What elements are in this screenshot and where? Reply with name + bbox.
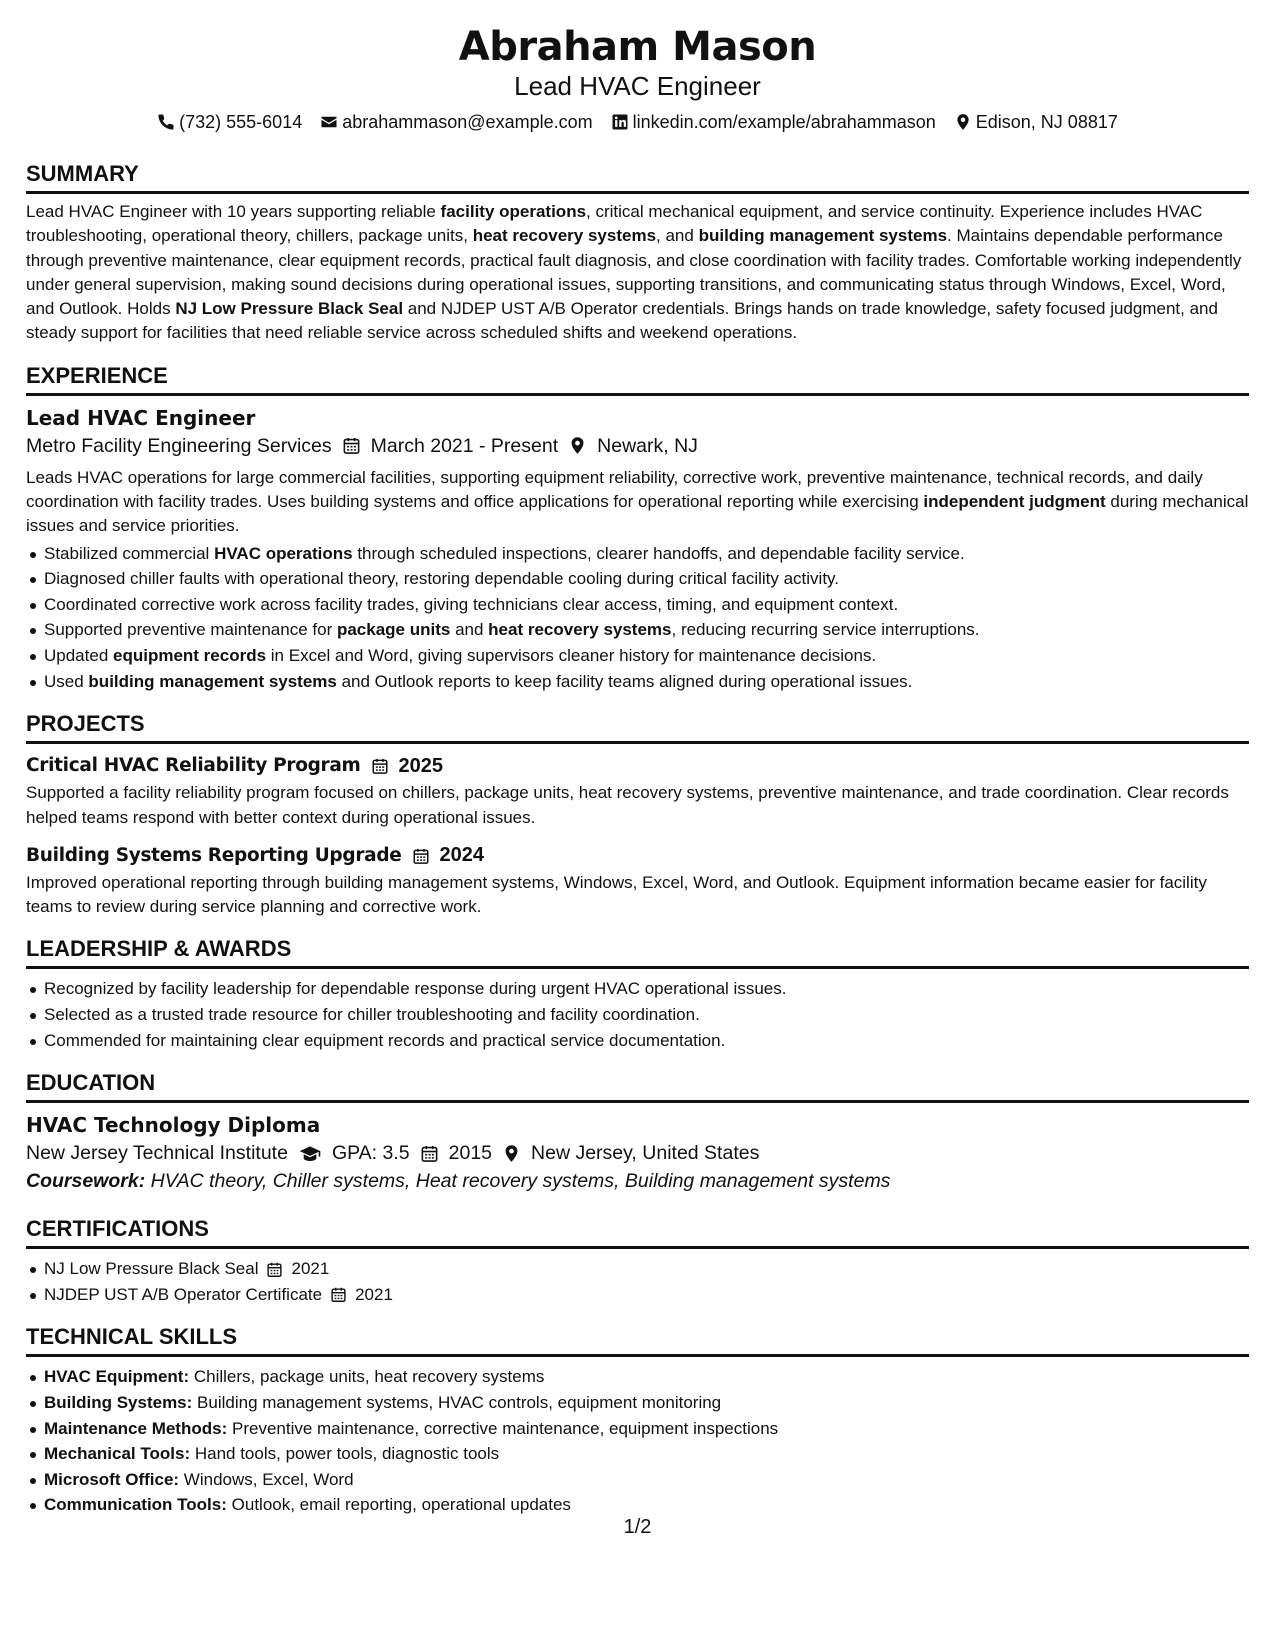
- job-location: Newark, NJ: [597, 434, 698, 457]
- education-coursework: [26, 1167, 1249, 1195]
- skill-item: [26, 1467, 1249, 1493]
- summary-highlight: heat recovery systems: [472, 226, 657, 246]
- coursework-text: HVAC theory, Chiller systems, Heat recovery systems, Building management systems: [150, 1170, 891, 1193]
- calendar-icon: [342, 436, 361, 455]
- contact-phone: [157, 110, 302, 134]
- leadership-list: [26, 976, 1249, 1053]
- contact-email[interactable]: [320, 110, 592, 134]
- certification-list: [26, 1256, 1249, 1307]
- skill-item: [26, 1390, 1249, 1416]
- skill-value: Chillers, package units, heat recovery systems: [193, 1367, 545, 1387]
- section-heading-summary: SUMMARY: [26, 160, 1249, 194]
- skill-label: Building Systems:: [44, 1392, 193, 1412]
- envelope-icon: [320, 113, 338, 131]
- summary-highlight: building management systems: [698, 226, 948, 246]
- education-school: New Jersey Technical Institute: [26, 1142, 288, 1165]
- phone-icon: [157, 113, 175, 131]
- bullet-text: Supported preventive maintenance for: [44, 620, 337, 640]
- bullet-text: Stabilized commercial: [44, 543, 215, 563]
- contact-linkedin[interactable]: [611, 110, 936, 134]
- contact-bar: [26, 110, 1249, 134]
- skill-value: Preventive maintenance, corrective maintenance, equipment inspections: [231, 1418, 779, 1438]
- project-description: Improved operational reporting through building management systems, Windows, Excel, Word, and Outlook. Equipment information became easier for facility teams to review during service planning and corrective work.: [26, 872, 1207, 917]
- certification-year: 2021: [291, 1259, 330, 1279]
- linkedin-icon: [611, 113, 629, 131]
- leadership-item: Recognized by facility leadership for dependable response during urgent HVAC operational issues.: [26, 976, 1249, 1002]
- summary-highlight: NJ Low Pressure Black Seal: [175, 299, 404, 319]
- education-location: New Jersey, United States: [531, 1142, 760, 1165]
- certification-item: [26, 1282, 1249, 1308]
- bullet-highlight: heat recovery systems: [488, 620, 672, 640]
- bullet-highlight: building management systems: [88, 671, 337, 691]
- job-bullet: [26, 541, 1249, 567]
- bullet-text: through scheduled inspections, clearer handoffs, and dependable facility service.: [352, 543, 965, 563]
- bullet-text: Used: [44, 671, 89, 691]
- calendar-icon: [371, 757, 389, 775]
- skills-list: [26, 1364, 1249, 1518]
- certification-item: [26, 1256, 1249, 1282]
- summary-part: Lead HVAC Engineer with 10 years supporting reliable: [26, 202, 441, 221]
- bullet-text: Diagnosed chiller faults with operational theory, restoring dependable cooling during critical facility activity.: [44, 569, 840, 589]
- skill-value: Building management systems, HVAC controls, equipment monitoring: [197, 1392, 722, 1412]
- bullet-highlight: package units: [336, 620, 451, 640]
- job-bullet: [26, 643, 1249, 669]
- skill-item: [26, 1492, 1249, 1518]
- project-year: 2024: [439, 844, 485, 867]
- skill-item: [26, 1364, 1249, 1390]
- calendar-icon: [330, 1286, 347, 1303]
- job-bullet: [26, 592, 1249, 618]
- job-title: Lead HVAC Engineer: [26, 405, 256, 430]
- job-desc-part: during mechanical issues and service priorities.: [26, 492, 1249, 536]
- education-gpa: GPA: 3.5: [331, 1142, 410, 1165]
- certification-year: 2021: [355, 1284, 393, 1304]
- map-marker-icon: [568, 436, 587, 455]
- location-text: Edison, NJ 08817: [975, 112, 1118, 132]
- bullet-text: in Excel and Word, giving supervisors cleaner history for maintenance decisions.: [266, 646, 877, 666]
- job-desc-highlight: independent judgment: [923, 492, 1106, 512]
- email-text: abrahammason@example.com: [342, 112, 593, 132]
- bullet-highlight: HVAC operations: [214, 543, 353, 563]
- project-header: [26, 752, 1249, 780]
- certification-row: [44, 1282, 1249, 1308]
- bullet-text: Coordinated corrective work across facility trades, giving technicians clear access, timing, and equipment context.: [44, 594, 899, 614]
- education-year: 2015: [448, 1142, 493, 1165]
- resume-page: [26, 24, 1249, 1518]
- phone-text: (732) 555-6014: [179, 112, 303, 132]
- graduation-cap-icon: [298, 1144, 322, 1163]
- bullet-highlight: equipment records: [113, 646, 267, 666]
- summary-highlight: facility operations: [440, 202, 587, 221]
- bullet-text: and: [450, 620, 489, 640]
- certification-row: [44, 1256, 1249, 1282]
- candidate-name: Abraham Mason: [458, 24, 817, 70]
- project-year: 2025: [398, 754, 444, 777]
- job-description: [26, 466, 1249, 539]
- certification-name: NJDEP UST A/B Operator Certificate: [44, 1284, 323, 1304]
- calendar-icon: [412, 847, 430, 865]
- job-bullets: [26, 541, 1249, 695]
- job-bullet: [26, 617, 1249, 643]
- map-marker-icon: [954, 113, 972, 131]
- summary-part: and NJDEP UST A/B Operator credentials. Brings hands on trade knowledge, safety focused judgment, and steady support for facilities that need reliable service across scheduled shifts and weekend operations.: [26, 299, 1218, 343]
- summary-text: [26, 200, 1249, 346]
- bullet-text: Updated: [44, 646, 113, 666]
- project-title: Critical HVAC Reliability Program: [26, 755, 361, 777]
- leadership-item: Selected as a trusted trade resource for chiller troubleshooting and facility coordination.: [26, 1002, 1249, 1028]
- job-meta: [26, 432, 1249, 460]
- section-heading-skills: TECHNICAL SKILLS: [26, 1323, 1249, 1357]
- summary-part: , critical mechanical equipment, and service continuity. Experience includes HVAC troubleshooting, operational theory, chillers, package units,: [26, 202, 1203, 246]
- page-number: 1/2: [623, 1516, 652, 1538]
- section-heading-certifications: CERTIFICATIONS: [26, 1215, 1249, 1249]
- skill-value: Hand tools, power tools, diagnostic tools: [194, 1444, 500, 1464]
- job-bullet: [26, 566, 1249, 592]
- job-desc-part: Leads HVAC operations for large commercial facilities, supporting equipment reliability, corrective work, preventive maintenance, technical records, and daily coordination with facility trades. Uses building systems and office applications for operational reporting while exercising: [26, 467, 1203, 512]
- map-marker-icon: [502, 1144, 521, 1163]
- skill-item: [26, 1441, 1249, 1467]
- job-bullet: [26, 669, 1249, 695]
- contact-location: [954, 110, 1118, 134]
- summary-part: , and: [656, 226, 699, 246]
- linkedin-text: linkedin.com/example/abrahammason: [632, 112, 936, 132]
- job-company: Metro Facility Engineering Services: [26, 434, 332, 457]
- skill-value: Outlook, email reporting, operational updates: [231, 1495, 571, 1515]
- bullet-text: , reducing recurring service interruptions.: [671, 620, 980, 640]
- section-heading-education: EDUCATION: [26, 1069, 1249, 1103]
- job-dates: March 2021 - Present: [370, 434, 559, 457]
- skill-item: [26, 1416, 1249, 1442]
- skill-label: Mechanical Tools:: [44, 1444, 191, 1464]
- education-degree: HVAC Technology Diploma: [26, 1113, 321, 1138]
- leadership-item: Commended for maintaining clear equipment records and practical service documentation.: [26, 1028, 1249, 1054]
- calendar-icon: [420, 1144, 439, 1163]
- project-title: Building Systems Reporting Upgrade: [26, 844, 402, 866]
- skill-value: Windows, Excel, Word: [183, 1469, 354, 1489]
- certification-name: NJ Low Pressure Black Seal: [44, 1259, 259, 1279]
- section-heading-leadership: LEADERSHIP & AWARDS: [26, 935, 1249, 969]
- bullet-text: and Outlook reports to keep facility teams aligned during operational issues.: [336, 671, 913, 691]
- skill-label: Microsoft Office:: [44, 1469, 180, 1489]
- project-header: [26, 842, 1249, 870]
- education-meta: [26, 1139, 1249, 1167]
- section-heading-projects: PROJECTS: [26, 710, 1249, 744]
- summary-part: . Maintains dependable performance through preventive maintenance, clear equipment records, practical fault diagnosis, and close coordination with facility trades. Comfortable working independently under general supervision, making sound decisions during operational issues, supporting transitions, and communicating status through Windows, Excel, Word, and Outlook. Holds: [26, 226, 1242, 319]
- project-description: Supported a facility reliability program focused on chillers, package units, heat recovery systems, preventive maintenance, and trade coordination. Clear records helped teams respond with better context during operational issues.: [26, 783, 1229, 827]
- calendar-icon: [266, 1261, 283, 1278]
- skill-label: HVAC Equipment:: [44, 1367, 190, 1387]
- skill-label: Maintenance Methods:: [44, 1418, 228, 1438]
- section-heading-experience: EXPERIENCE: [26, 362, 1249, 396]
- candidate-title: Lead HVAC Engineer: [514, 71, 761, 101]
- coursework-label: Coursework:: [26, 1170, 146, 1193]
- skill-label: Communication Tools:: [44, 1495, 227, 1515]
